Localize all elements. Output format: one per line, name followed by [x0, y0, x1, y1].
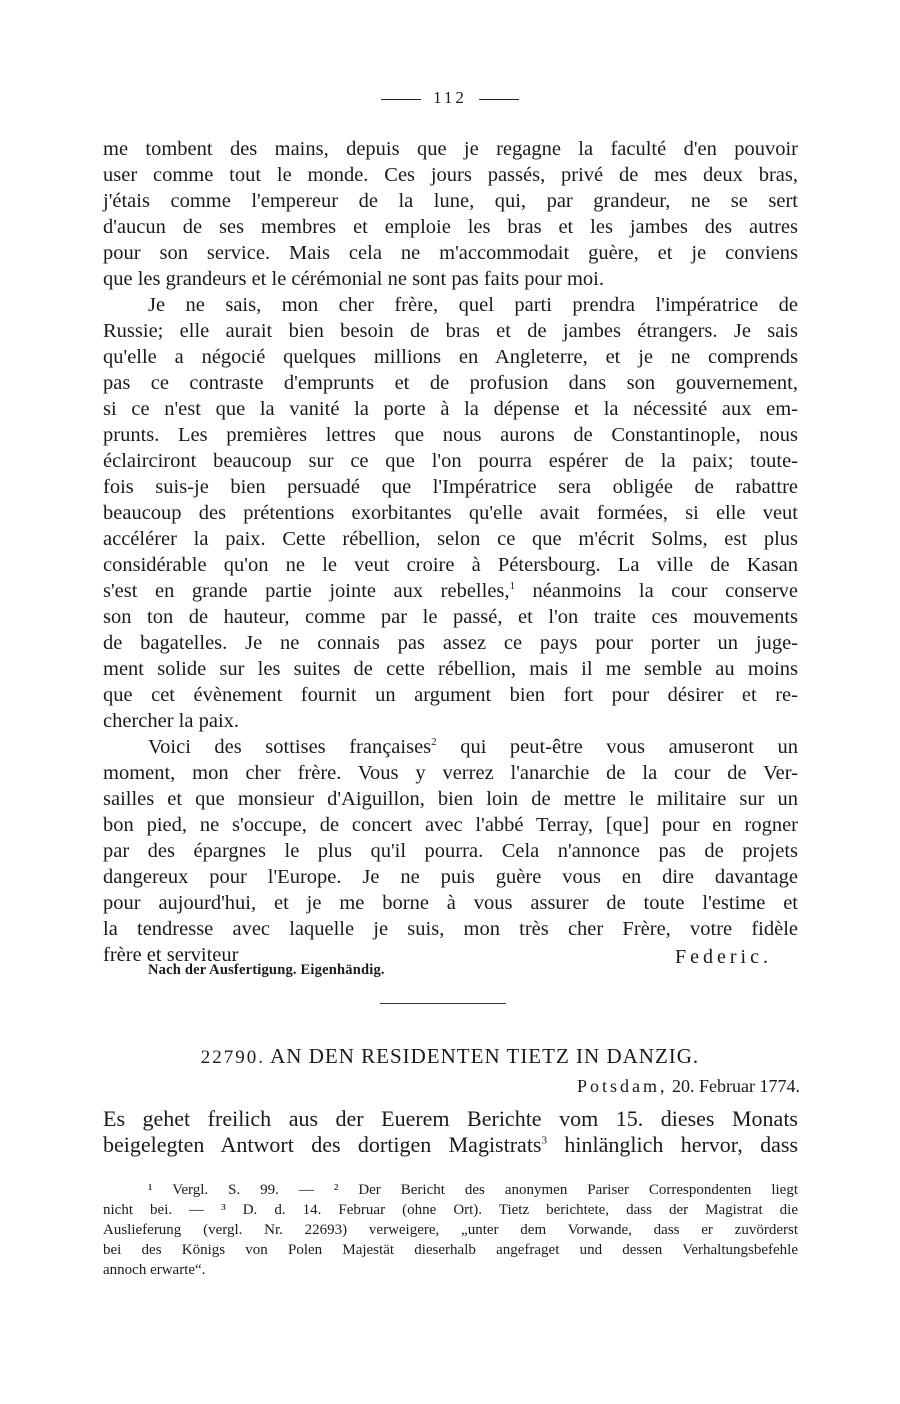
text-line: d'aucun de ses membres et emploie les bras et les jambes des autres	[103, 216, 798, 238]
page-number-text: 112	[433, 88, 467, 107]
text-line: user comme tout le monde. Ces jours passés, privé de mes deux bras,	[103, 164, 798, 186]
text-line: sailles et que monsieur d'Aiguillon, bien loin de mettre le militaire sur un	[103, 788, 798, 810]
footnote-line: annoch erwarte“.	[103, 1262, 206, 1278]
text-fragment: néanmoins la cour conserve	[532, 580, 799, 602]
letter-addressee: AN DEN RESIDENTEN TIETZ IN DANZIG.	[270, 1044, 700, 1068]
text-line: éclairciront beaucoup sur ce que l'on pourra espérer de la paix; toute-	[103, 450, 798, 472]
text-fragment: hinlänglich hervor, dass	[564, 1132, 799, 1157]
footnote-line: nicht bei. — ³ D. d. 14. Februar (ohne Ort). Tietz berichtete, dass der Magistrat die	[103, 1202, 798, 1218]
text-line: dangereux pour l'Europe. Je ne puis guère vous en dire davantage	[103, 866, 798, 888]
text-line: son ton de hauteur, comme par le passé, et l'on traite ces mouvements	[103, 606, 798, 628]
section-divider	[380, 1003, 506, 1004]
text-line: j'étais comme l'empereur de la lune, qui, par grandeur, ne se sert	[103, 190, 798, 212]
text-line: moment, mon cher frère. Vous y verrez l'anarchie de la cour de Ver-	[103, 762, 798, 784]
footnote-line: bei des Königs von Polen Majestät dieserhalb angefraget und dessen Verhaltungsbefehle	[103, 1242, 798, 1258]
text-line: me tombent des mains, depuis que je regagne la faculté d'en pouvoir	[103, 138, 798, 160]
text-fragment: beigelegten Antwort des dortigen Magistrats	[103, 1132, 542, 1157]
text-fragment: s'est en grande partie jointe aux rebelles,	[103, 580, 510, 602]
text-line: Russie; elle aurait bien besoin de bras et de jambes étrangers. Je sais	[103, 320, 798, 342]
german-text-line	[103, 1131, 798, 1159]
text-line: fois suis-je bien persuadé que l'Impératrice sera obligée de rabattre	[103, 476, 798, 498]
signature: Federic.	[675, 946, 772, 968]
text-line: la tendresse avec laquelle je suis, mon très cher Frère, votre fidèle	[103, 918, 798, 940]
footnote-marker: 2	[431, 736, 437, 749]
text-line: par des épargnes le plus qu'il pourra. Cela n'annonce pas de projets	[103, 840, 798, 862]
text-line: bon pied, ne s'occupe, de concert avec l'abbé Terray, [que] pour en rogner	[103, 814, 798, 836]
place: Potsdam,	[577, 1076, 668, 1096]
text-line: de bagatelles. Je ne connais pas assez ce pays pour porter un juge-	[103, 632, 798, 654]
place-date	[577, 1076, 800, 1097]
text-line: prunts. Les premières lettres que nous aurons de Constantinople, nous	[103, 424, 798, 446]
text-fragment: qui peut-être vous amuseront un	[460, 736, 798, 758]
text-line: pour aujourd'hui, et je me borne à vous assurer de toute l'estime et	[103, 892, 798, 914]
footnote-line: Auslieferung (vergl. Nr. 22693) verweigere, „unter dem Vorwande, dass er zuvörderst	[103, 1222, 798, 1238]
source-note: Nach der Ausfertigung. Eigenhändig.	[148, 962, 385, 978]
german-text-line: Es gehet freilich aus der Euerem Berichte vom 15. dieses Monats	[103, 1106, 798, 1131]
page-number-dash-left	[381, 99, 421, 100]
text-line	[103, 734, 798, 760]
text-line: que les grandeurs et le cérémonial ne sont pas faits pour moi.	[103, 268, 604, 290]
letter-heading	[0, 1044, 900, 1069]
footnote-marker: 3	[541, 1134, 547, 1147]
text-line: frère et serviteur	[103, 944, 239, 966]
text-line: accélérer la paix. Cette rébellion, selon ce que m'écrit Solms, est plus	[103, 528, 798, 550]
text-line: si ce n'est que la vanité la porte à la dépense et la nécessité aux em-	[103, 398, 798, 420]
text-line: que cet évènement fournit un argument bien fort pour désirer et re-	[103, 684, 798, 706]
text-line: qu'elle a négocié quelques millions en Angleterre, et je ne comprends	[103, 346, 798, 368]
page-number-dash-right	[479, 99, 519, 100]
text-line: pour son service. Mais cela ne m'accommodait guère, et je conviens	[103, 242, 798, 264]
text-line: chercher la paix.	[103, 710, 240, 732]
footnote-line: ¹ Vergl. S. 99. — ² Der Bericht des anonymen Pariser Correspondenten liegt	[148, 1182, 798, 1198]
text-line: considérable qu'on ne le veut croire à Pétersbourg. La ville de Kasan	[103, 554, 798, 576]
letter-number: 22790.	[200, 1047, 266, 1068]
page-number	[0, 88, 900, 108]
footnote-marker: 1	[509, 580, 516, 593]
text-line: Je ne sais, mon cher frère, quel parti prendra l'impératrice de	[148, 294, 798, 316]
text-line: pas ce contraste d'emprunts et de profusion dans son gouvernement,	[103, 372, 798, 394]
date: 20. Februar 1774.	[672, 1076, 800, 1096]
text-line	[103, 578, 798, 604]
text-line: ment solide sur les suites de cette rébellion, mais il me semble au moins	[103, 658, 798, 680]
text-line: beaucoup des prétentions exorbitantes qu'elle avait formées, si elle veut	[103, 502, 798, 524]
text-fragment: Voici des sottises françaises	[148, 736, 432, 758]
